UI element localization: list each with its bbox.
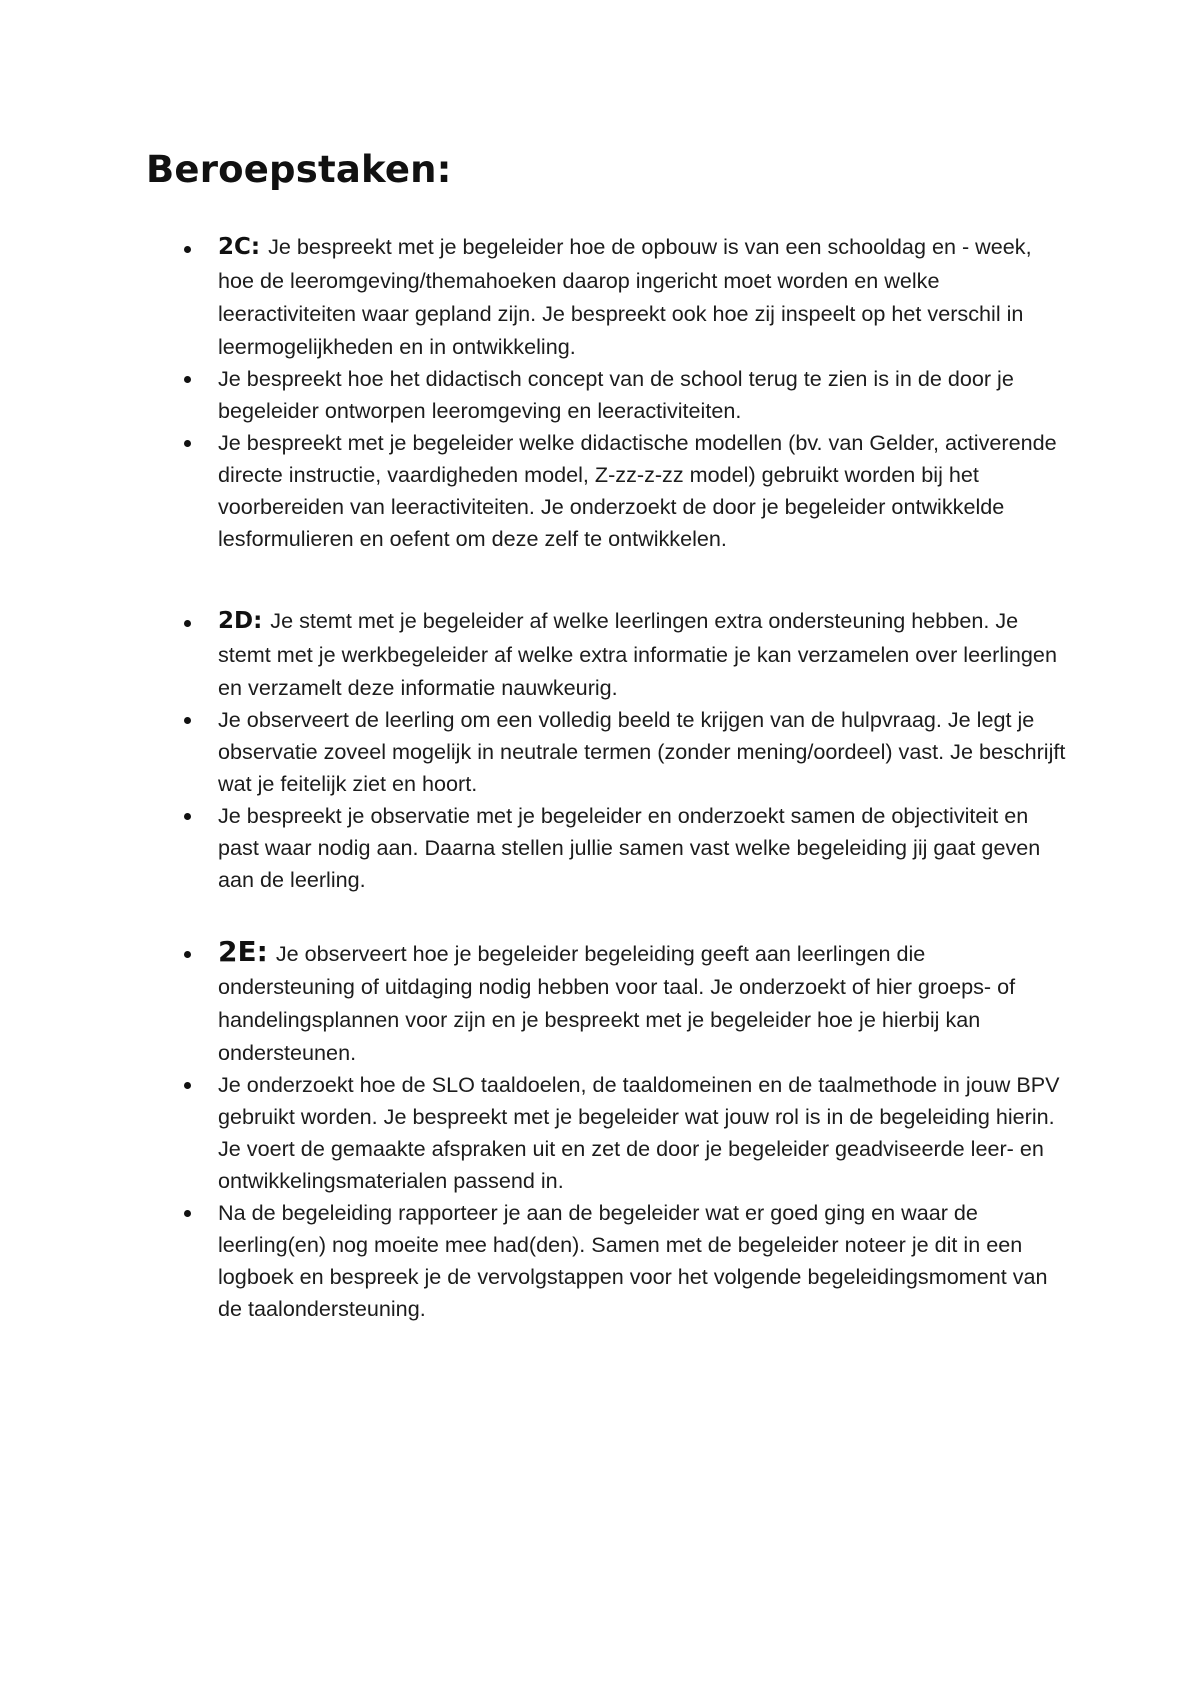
list-item-text: Je bespreekt hoe het didactisch concept van de school terug te zien is in de door je begeleider ontworpen leeromgeving en leeractiviteiten. [218, 366, 1014, 423]
bullet-icon [184, 813, 191, 820]
list-item-text: Je observeert hoe je begeleider begeleiding geeft aan leerlingen die ondersteuning of uitdaging nodig hebben voor taal. Je onderzoekt of hier groeps- of handelingsplannen voor zijn en je bespreekt met je begeleider hoe je hierbij kan ondersteunen. [218, 941, 1016, 1065]
section-label: 2D: [218, 608, 263, 634]
list-item-text: Je bespreekt met je begeleider welke didactische modellen (bv. van Gelder, activerende directe instructie, vaardigheden model, Z-zz-z-zz model) gebruikt worden bij het voorbereiden van leeractiviteiten. Je onderzoekt de door je begeleider ontwikkelde lesformulieren en oefent om deze zelf te ontwikkelen. [218, 430, 1057, 551]
section-label: 2C: [218, 234, 261, 260]
list-item [0, 363, 1068, 427]
list-item-text: Na de begeleiding rapporteer je aan de begeleider wat er goed ging en waar de leerling(en) nog moeite mee had(den). Samen met de begeleider noteer je dit in een logboek en bespreek je de vervolgstappen voor het volgende begeleidingsmoment van de taalondersteuning. [218, 1200, 1048, 1321]
bullet-icon [184, 717, 191, 724]
list-item [0, 1197, 1068, 1325]
section-label: 2E: [218, 935, 268, 968]
list-item [0, 604, 1068, 704]
list-item [0, 800, 1068, 896]
bullet-icon [184, 951, 191, 958]
page-title: Beroepstaken: [146, 148, 452, 191]
list-item-text: Je onderzoekt hoe de SLO taaldoelen, de taaldomeinen en de taalmethode in jouw BPV gebruikt worden. Je bespreekt met je begeleider wat jouw rol is in de begeleiding hierin. Je voert de gemaakte afspraken uit en zet de door je begeleider geadviseerde leer- en ontwikkelingsmaterialen passend in. [218, 1072, 1060, 1193]
list-item-text: Je observeert de leerling om een volledig beeld te krijgen van de hulpvraag. Je legt je observatie zoveel mogelijk in neutrale termen (zonder mening/oordeel) vast. Je beschrijft wat je feitelijk ziet en hoort. [218, 707, 1066, 796]
bullet-icon [184, 246, 191, 253]
list-item-text: Je bespreekt je observatie met je begeleider en onderzoekt samen de objectiviteit en past waar nodig aan. Daarna stellen jullie samen vast welke begeleiding jij gaat geven aan de leerling. [218, 803, 1041, 892]
list-item [0, 230, 1068, 363]
bullet-icon [184, 620, 191, 627]
section-2c-list [0, 230, 1200, 555]
list-item-text: Je bespreekt met je begeleider hoe de opbouw is van een schooldag en - week, hoe de leeromgeving/themahoeken daarop ingericht moet worden en welke leeractiviteiten waar gepland zijn. Je bespreekt ook hoe zij inspeelt op het verschil in leermogelijkheden en in ontwikkeling. [218, 234, 1032, 359]
bullet-icon [184, 376, 191, 383]
bullet-icon [184, 1082, 191, 1089]
section-2d-list [0, 604, 1200, 896]
bullet-icon [184, 1210, 191, 1217]
list-item [0, 427, 1068, 555]
list-item [0, 704, 1068, 800]
list-item-text: Je stemt met je begeleider af welke leerlingen extra ondersteuning hebben. Je stemt met je werkbegeleider af welke extra informatie je kan verzamelen over leerlingen en verzamelt deze informatie nauwkeurig. [218, 608, 1057, 700]
bullet-icon [184, 440, 191, 447]
list-item [0, 1069, 1068, 1197]
section-2e-list [0, 935, 1200, 1325]
list-item [0, 935, 1068, 1069]
